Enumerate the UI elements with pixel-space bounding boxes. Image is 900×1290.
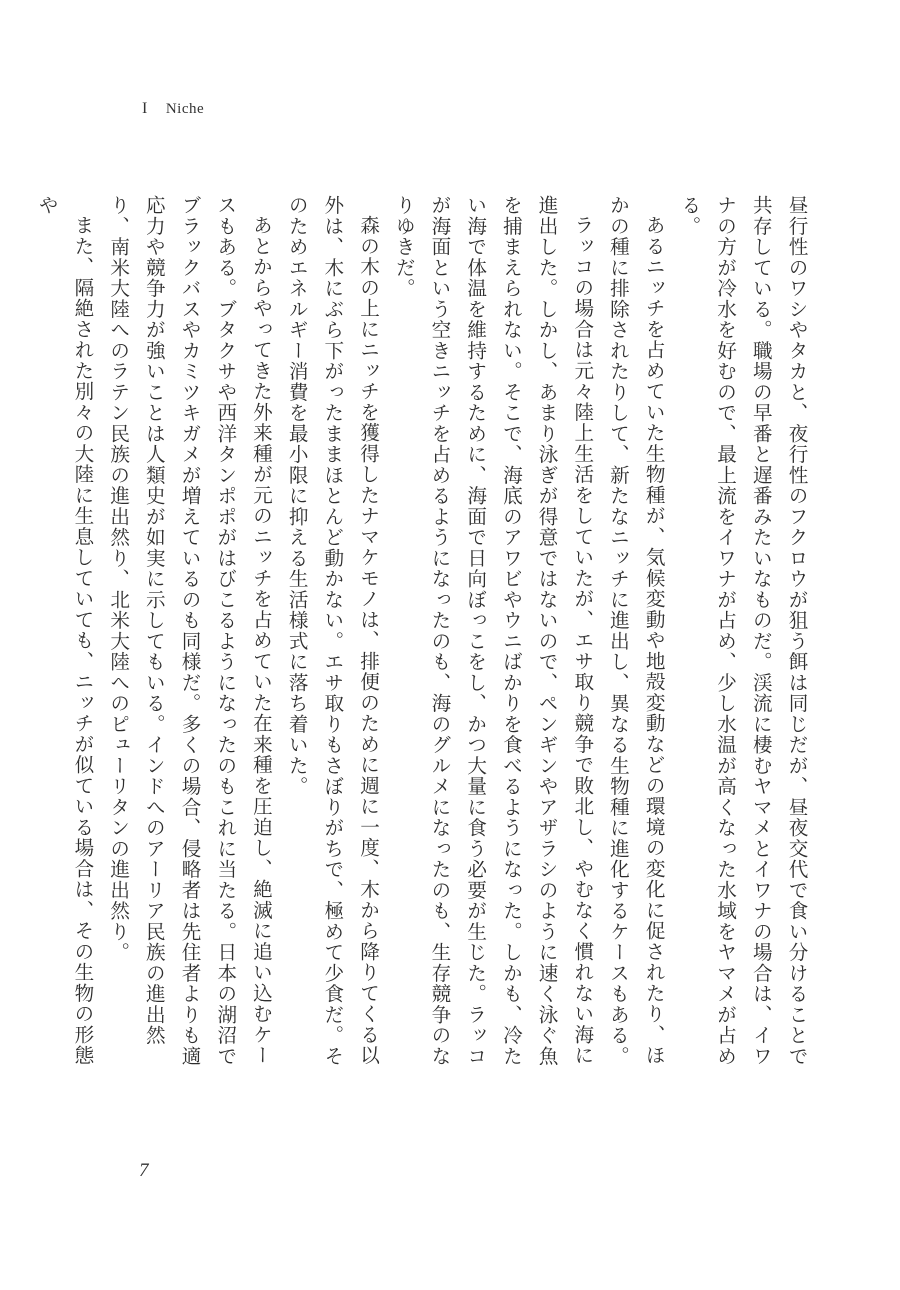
paragraph-5: あとからやってきた外来種が元のニッチを占めていた在来種を圧迫し、絶滅に追い込むケースもある。ブタクサや西洋タンポポがはびこるようになったのもこれに当たる。日本の湖沼でブラックバスやカミツキガメが増えているのも同様だ。多くの場合、侵略者は先住者よりも適応力や競争力が強いことは人類史が如実に示してもいる。インドへのアーリア民族の進出然り、南米大陸へのラテン民族の進出然り、北米大陸へのピューリタンの進出然り。	[106, 195, 273, 1067]
paragraph-1: 昼行性のワシやタカと、夜行性のフクロウが狙う餌は同じだが、昼夜交代で食い分けることで共存している。職場の早番と遅番みたいなものだ。渓流に棲むヤマメとイワナの場合は、イワナの方が冷水を好むので、最上流をイワナが占め、少し水温が高くなった水域をヤマメが占める。	[677, 195, 808, 1067]
paragraph-3: ラッコの場合は元々陸上生活をしていたが、エサ取り競争で敗北し、やむなく慣れない海に進出した。しかし、あまり泳ぎが得意ではないので、ペンギンやアザラシのように速く泳ぐ魚を捕まえられない。そこで、海底のアワビやウニばかりを食べるようになった。しかも、冷たい海で体温を維持するために、海面で日向ぼっこをし、かつ大量に食う必要が生じた。ラッコが海面という空きニッチを占めるようになったのも、海のグルメになったのも、生存競争のなりゆきだ。	[392, 195, 594, 1067]
page-number: 7	[139, 1160, 149, 1181]
paragraph-4: 森の木の上にニッチを獲得したナマケモノは、排便のために週に一度、木から降りてくる以外は、木にぶら下がったままほとんど動かない。エサ取りもさぼりがちで、極めて少食だ。そのためエネルギー消費を最小限に抑える生活様式に落ち着いた。	[285, 195, 380, 1067]
body-text	[35, 195, 814, 1085]
running-head-title: Niche	[165, 101, 205, 117]
paragraph-2: あるニッチを占めていた生物種が、気候変動や地殻変動などの環境の変化に促されたり、ほかの種に排除されたりして、新たなニッチに進出し、異なる生物種に進化するケースもある。	[606, 195, 666, 1067]
running-head	[142, 100, 204, 118]
running-head-part-number: I	[142, 100, 148, 117]
paragraph-6: また、隔絶された別々の大陸に生息していても、ニッチが似ている場合は、その生物の形態や	[35, 195, 94, 1066]
